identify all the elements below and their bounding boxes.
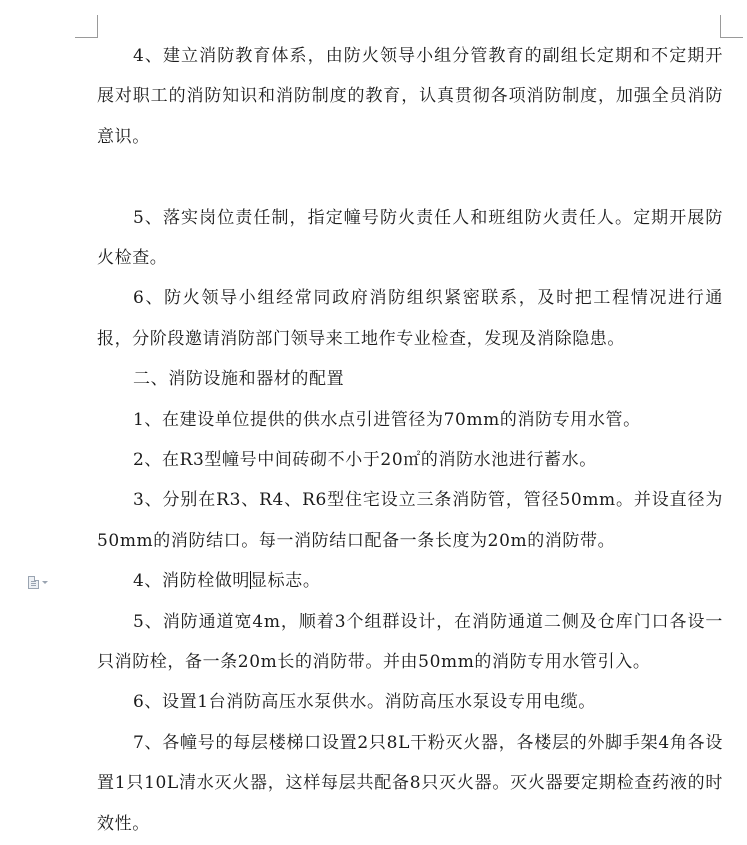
paragraph[interactable]: 5、落实岗位责任制，指定幢号防火责任人和班组防火责任人。定期开展防火检查。	[97, 207, 723, 269]
crop-mark-top-left	[75, 15, 98, 38]
empty-paragraph[interactable]	[97, 157, 723, 197]
text-before-cursor: 4、消防栓做明	[133, 571, 251, 592]
paragraph[interactable]: 1、在建设单位提供的供水点引进管径为70mm的消防专用水管。	[133, 409, 641, 430]
paragraph[interactable]: 5、消防通道宽4m，顺着3个组群设计，在消防通道二侧及仓库门口各设一只消防栓，备一条20m长的消防带。并由50mm的消防专用水管引入。	[97, 611, 723, 673]
document-body[interactable]	[97, 36, 723, 844]
document-icon	[28, 576, 39, 589]
paragraph[interactable]: 6、设置1台消防高压水泵供水。消防高压水泵设专用电缆。	[133, 692, 596, 713]
paragraph[interactable]: 7、各幢号的每层楼梯口设置2只8L干粉灭火器，各楼层的外脚手架4角各设置1只10L清水灭火器，这样每层共配备8只灭火器。灭火器要定期检查药液的时效性。	[97, 732, 723, 834]
crop-mark-top-right	[720, 15, 743, 38]
paragraph-with-cursor[interactable]	[97, 561, 723, 601]
chevron-down-icon[interactable]	[42, 581, 48, 584]
paragraph-handle[interactable]	[28, 576, 48, 589]
paragraph[interactable]: 4、建立消防教育体系，由防火领导小组分管教育的副组长定期和不定期开展对职工的消防知识和消防制度的教育，认真贯彻各项消防制度，加强全员消防意识。	[97, 46, 723, 147]
paragraph[interactable]: 3、分别在R3、R4、R6型住宅设立三条消防管，管径50mm。并设直径为50mm的消防结口。每一消防结口配备一条长度为20m的消防带。	[97, 490, 723, 551]
section-heading[interactable]: 二、消防设施和器材的配置	[133, 369, 345, 390]
paragraph[interactable]: 2、在R3型幢号中间砖砌不小于20㎡的消防水池进行蓄水。	[133, 450, 597, 471]
text-after-cursor: 显标志。	[250, 571, 321, 592]
paragraph[interactable]: 6、防火领导小组经常同政府消防组织紧密联系，及时把工程情况进行通报，分阶段邀请消防部门领导来工地作专业检查，发现及消除隐患。	[97, 288, 723, 349]
